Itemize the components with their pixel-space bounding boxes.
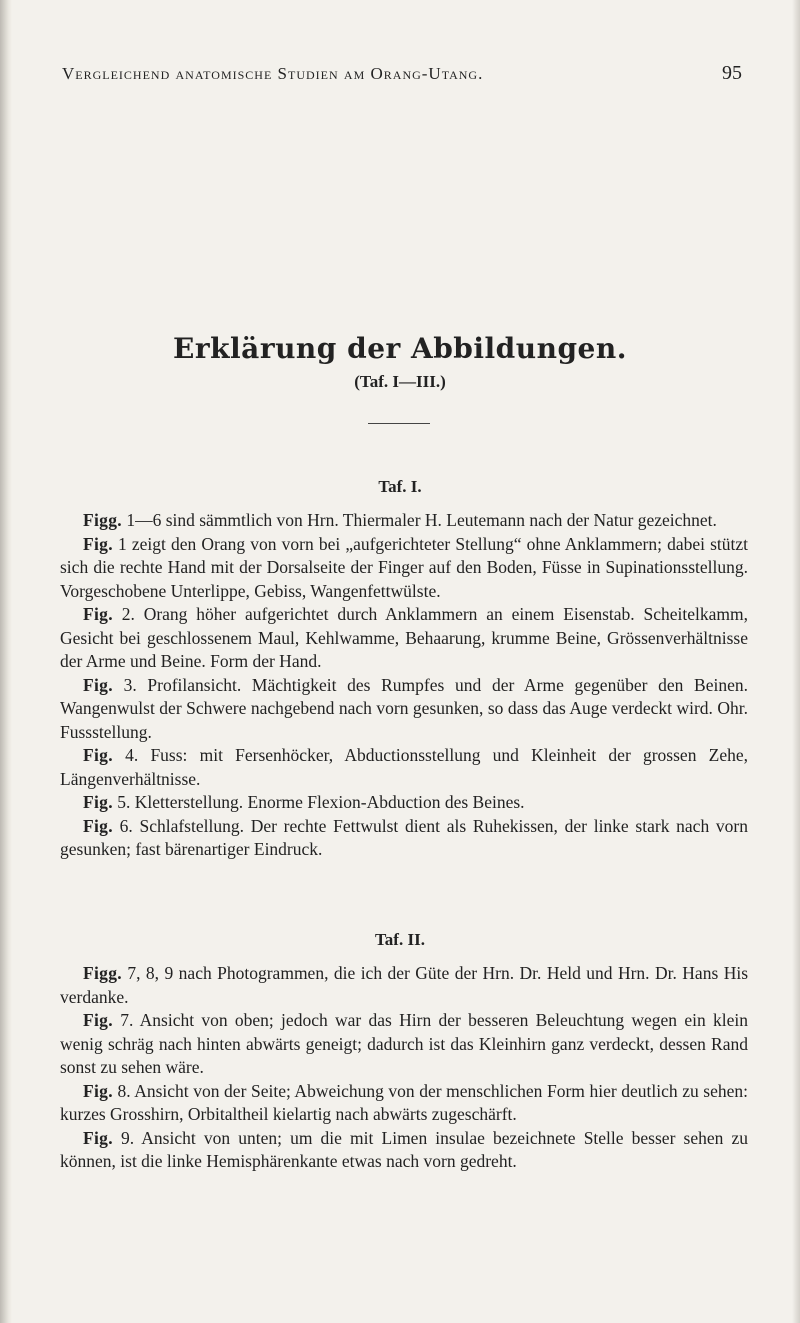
figure-text: 3. Profilansicht. Mächtigkeit des Rumpfes und der Arme gegenüber den Beinen. Wangenwulst der Schwere nachgebend nach vorn gesunken, so dass das Auge verdeckt wird. Ohr. Fussstellung. — [60, 674, 748, 742]
figure-paragraph — [60, 533, 748, 604]
figure-label: Figg. — [83, 963, 122, 983]
figure-label: Fig. — [83, 533, 113, 554]
page-subheading: (Taf. I—III.) — [354, 372, 446, 391]
figure-paragraph — [60, 1080, 748, 1127]
figure-text: 1 zeigt den Orang von vorn bei „aufgerichteter Stellung“ ohne Anklammern; dabei stützt sich die rechte Hand mit der Dorsalseite der Finger auf den Boden, Füsse in Supinationsstellung. Vorgeschobene Unterlippe, Gebiss, Wangenfettwülste. — [60, 533, 748, 601]
page-heading: Erklärung der Abbildungen. — [173, 332, 627, 365]
figure-text: 7, 8, 9 nach Photogrammen, die ich der Güte der Hrn. Dr. Held und Hrn. Dr. Hans His verdanke. — [60, 963, 749, 1007]
figure-paragraph — [60, 1009, 748, 1080]
divider-rule — [368, 423, 430, 424]
figure-text: 1—6 sind sämmtlich von Hrn. Thiermaler H. Leutemann nach der Natur gezeichnet. — [126, 510, 717, 530]
figure-label: Fig. — [83, 745, 113, 765]
figure-paragraph — [60, 674, 748, 745]
page-edge-right — [792, 0, 800, 1323]
figure-label: Fig. — [83, 674, 113, 695]
page-number: 95 — [722, 62, 742, 84]
figure-text: 5. Kletterstellung. Enorme Flexion-Abduction des Beines. — [117, 792, 525, 812]
section-title-taf-1: Taf. I. — [378, 477, 422, 496]
figure-text: 8. Ansicht von der Seite; Abweichung von der menschlichen Form hier deutlich zu sehen: kurzes Grosshirn, Orbitaltheil kielartig nach abwärts zugeschärft. — [60, 1080, 748, 1124]
figure-label: Fig. — [83, 815, 113, 836]
figure-label: Fig. — [83, 1080, 113, 1101]
section-body-taf-1 — [60, 509, 748, 862]
figure-text: 9. Ansicht von unten; um die mit Limen insulae bezeichnete Stelle besser sehen zu können, ist die linke Hemisphärenkante etwas nach vorn gedreht. — [60, 1127, 748, 1171]
running-head — [62, 62, 742, 88]
figure-label: Fig. — [83, 1010, 113, 1030]
figure-text: 7. Ansicht von oben; jedoch war das Hirn der besseren Beleuchtung wegen ein klein wenig schräg nach hinten abwärts geneigt; dadurch ist das Kleinhirn ganz verdeckt, dessen Rand sonst zu sehen wäre. — [60, 1010, 749, 1077]
figure-text: 2. Orang höher aufgerichtet durch Anklammern an einem Eisenstab. Scheitelkamm, Gesicht bei geschlossenem Maul, Kehlwamme, Behaarung, krumme Beine, Grössenverhältnisse der Arme und Beine. Form der Hand. — [60, 604, 749, 671]
running-head-title: Vergleichend anatomische Studien am Orang-Utang. — [62, 64, 484, 83]
figure-label: Figg. — [83, 510, 122, 530]
figure-paragraph — [60, 791, 748, 815]
section-title-taf-2: Taf. II. — [375, 930, 425, 949]
section-body-taf-2 — [60, 962, 748, 1174]
figure-label: Fig. — [83, 1127, 113, 1148]
figure-paragraph — [60, 962, 748, 1009]
figure-paragraph — [60, 744, 748, 791]
figure-text: 4. Fuss: mit Fersenhöcker, Abductionsstellung und Kleinheit der grossen Zehe, Längenverhältnisse. — [60, 745, 749, 789]
figure-label: Fig. — [83, 792, 113, 812]
figure-paragraph — [60, 509, 748, 533]
figure-paragraph — [60, 603, 748, 674]
page-edge-left — [0, 0, 12, 1323]
figure-text: 6. Schlafstellung. Der rechte Fettwulst dient als Ruhekissen, der linke stark nach vorn gesunken; fast bärenartiger Eindruck. — [60, 815, 748, 859]
figure-paragraph — [60, 1127, 748, 1174]
figure-label: Fig. — [83, 604, 113, 624]
figure-paragraph — [60, 815, 748, 862]
